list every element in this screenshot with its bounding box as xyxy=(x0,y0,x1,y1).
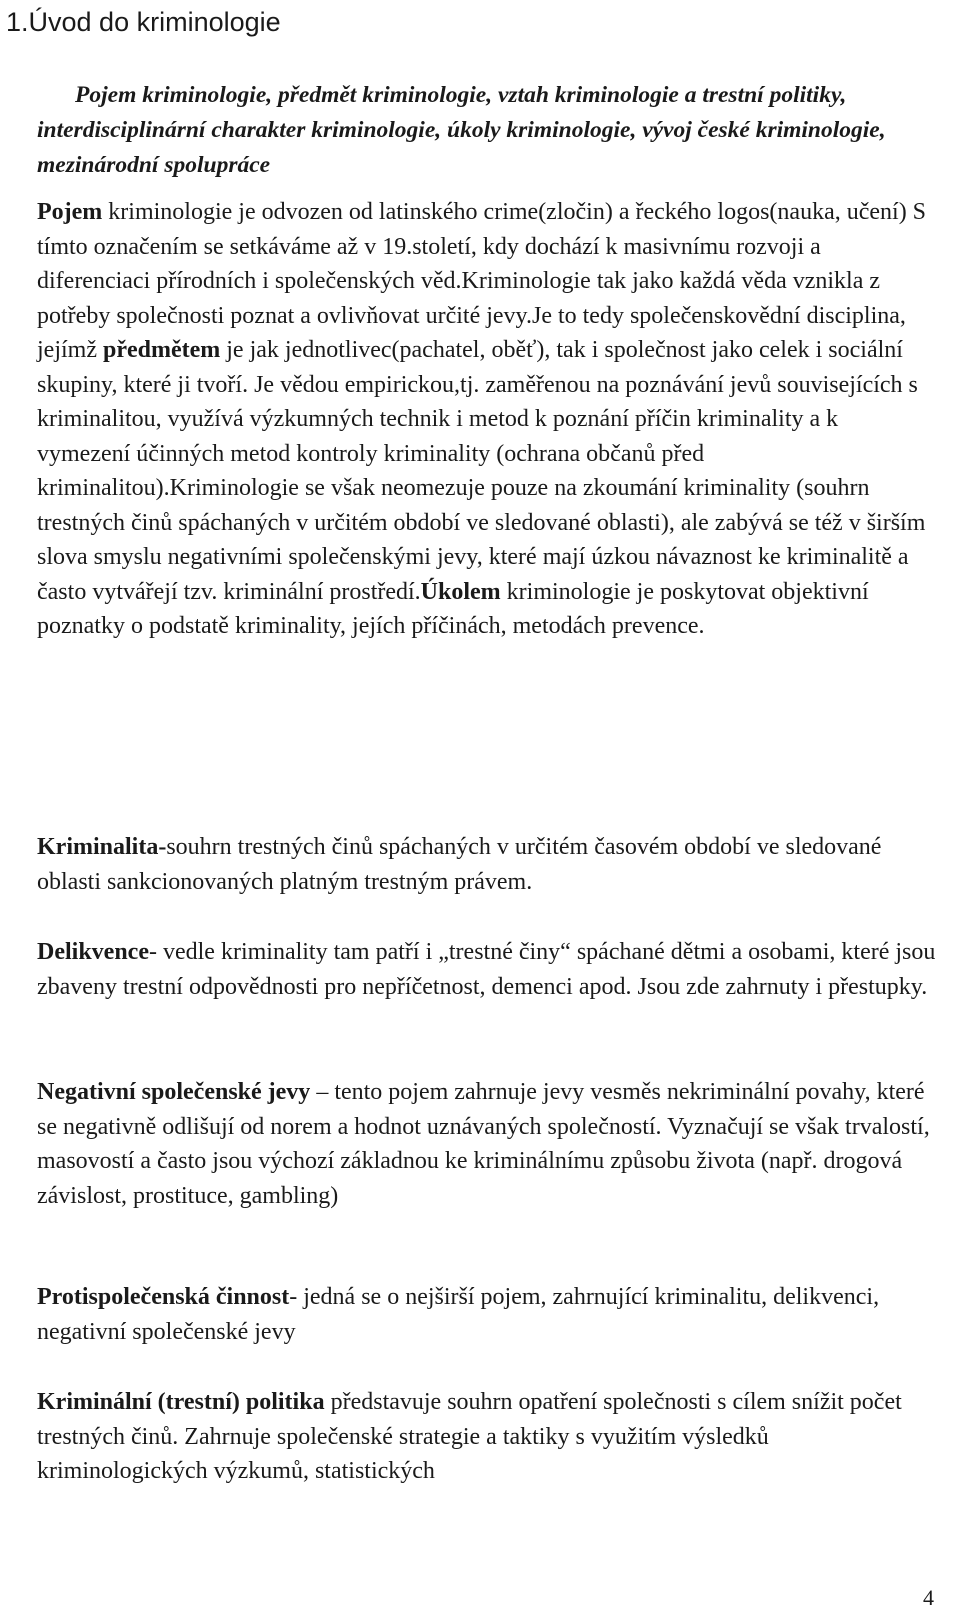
paragraph-text: souhrn trestných činů spáchaných v určitém časovém období ve sledované oblasti sankcionovaných platným trestným právem. xyxy=(37,834,882,895)
term-protispolecenska-cinnost: Protispolečenská činnost xyxy=(37,1284,290,1310)
paragraph-text: – tento pojem zahrnuje jevy vesměs nekriminální povahy, které se negativně odlišují od norem a hodnot uznávaných společností. Vyznačují se však trvalostí, masovostí a často jsou výchozí základnou ke kriminálnímu způsobu života (např. drogová závislost, prostituce, gambling) xyxy=(37,1079,930,1209)
term-delikvence: Delikvence xyxy=(37,939,149,965)
chapter-outline: Pojem kriminologie, předmět kriminologie, vztah kriminologie a trestní politiky, interdisciplinární charakter kriminologie, úkoly kriminologie, vývoj české kriminologie, mezinárodní spolupráce xyxy=(37,82,886,178)
paragraph-delikvence xyxy=(37,935,937,1004)
paragraph-text: kriminologie je poskytovat objektivní poznatky o podstatě kriminality, jejích příčinách, metodách prevence. xyxy=(37,578,869,639)
paragraph-text: - vedle kriminality tam patří i „trestné činy“ spáchané dětmi a osobami, které jsou zbaveny trestní odpovědnosti pro nepříčetnost, demenci apod. Jsou zde zahrnuty i přestupky. xyxy=(37,939,936,1000)
term-negativni-jevy: Negativní společenské jevy xyxy=(37,1079,311,1105)
paragraph-kriminalita xyxy=(37,830,937,899)
paragraph-kriminalni-politika xyxy=(37,1385,937,1489)
page-number: 4 xyxy=(923,1585,934,1610)
term-pojem: Pojem xyxy=(37,199,103,225)
paragraph-text: kriminologie je odvozen od latinského crime(zločin) a řeckého logos(nauka, učení) S tímto označením se setkáváme až v 19.století, kdy dochází k masivnímu rozvoji a diferenciaci přírodních i společenských věd.Kriminologie tak jako každá věda vznikla z potřeby společnosti poznat a ovlivňovat určité jevy.Je to tedy společenskovědní disciplina, jejímž xyxy=(37,199,927,363)
paragraph-protispolecenska-cinnost xyxy=(37,1280,937,1349)
term-predmet: předmětem xyxy=(102,337,221,363)
page-title: 1.Úvod do kriminologie xyxy=(6,7,281,37)
term-kriminalita: Kriminalita- xyxy=(37,834,167,860)
paragraph-text: představuje souhrn opatření společnosti s cílem snížit počet trestných činů. Zahrnuje společenské strategie a taktiky s využitím výsledků kriminologických výzkumů, statistických xyxy=(37,1389,902,1484)
paragraph-text: - jedná se o nejširší pojem, zahrnující kriminalitu, delikvenci, negativní společenské jevy xyxy=(37,1284,880,1345)
term-ukol: Úkolem xyxy=(420,578,501,605)
paragraph-pojem xyxy=(37,195,937,644)
paragraph-text: je jak jednotlivec(pachatel, oběť), tak i společnost jako celek i sociální skupiny, které ji tvoří. Je vědou empirickou,tj. zaměřenou na poznávání jevů souvisejících s kriminalitou, využívá výzkumných technik i metod k poznání příčin kriminality a k vymezení účinných metod kontroly kriminality (ochrana občanů před kriminalitou).Kriminologie se však neomezuje pouze na zkoumání kriminality (souhrn trestných činů spáchaných v určitém období ve sledované oblasti), ale zabývá se též v širším slova smyslu negativními společenskými jevy, které mají úzkou návaznost ke kriminalitě a často vytvářejí tzv. kriminální prostředí. xyxy=(37,337,926,605)
paragraph-negativni-jevy xyxy=(37,1075,937,1213)
term-kriminalni-politika: Kriminální (trestní) politika xyxy=(37,1389,325,1415)
